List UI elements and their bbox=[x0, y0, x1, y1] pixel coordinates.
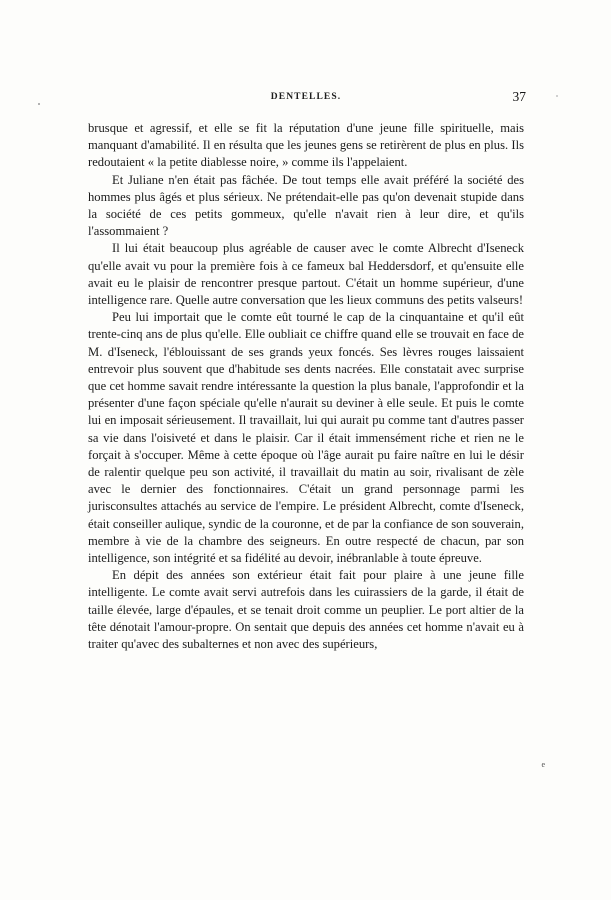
paragraph-4: Peu lui importait que le comte eût tourné le cap de la cinquantaine et qu'il eût trente-cinq ans de plus qu'elle. Elle oubliait ce chiffre quand elle se trouvait en face de M. d'Iseneck, l'éblouissant de ses grands yeux foncés. Ses lèvres rouges laissaient entrevoir plus souvent que d'habitude ses dents nacrées. Elle constatait avec surprise que cet homme savait rendre intéressante la question la plus banale, l'approfondir et la présenter d'une façon spéciale qu'elle n'aurait su deviner à elle seule. Et puis le comte lui en imposait sérieusement. Il travaillait, lui qui aurait pu comme tant d'autres passer sa vie dans l'oisiveté et dans le plaisir. Car il était immensément riche et rien ne le forçait à s'occuper. Même à cette époque où l'âge aurait pu faire naître en lui le désir de ralentir quelque peu son activité, il travaillait du matin au soir, rivalisant de zèle avec le dernier des fonctionnaires. C'était un grand personnage parmi les jurisconsultes attachés au service de l'empire. Le président Albrecht, comte d'Iseneck, était conseiller aulique, syndic de la couronne, et de par la confiance de son souverain, membre à vie de la chambre des seigneurs. En outre respecté de chacun, par son intelligence, son intégrité et sa fidélité au devoir, inébranlable à toute épreuve. bbox=[88, 310, 524, 566]
paragraph-5: En dépit des années son extérieur était fait pour plaire à une jeune fille intelligente. Le comte avait servi autrefois dans les cuirassiers de la garde, il était de taille élevée, large d'épaules, et se tenait droit comme un peuplier. Le port altier de la tête dénotait l'amour-propre. On sentait que depuis des années cet homme n'avait eu à traiter qu'avec des subalternes et non avec des supérieurs, bbox=[88, 568, 524, 652]
margin-mark: e bbox=[541, 760, 545, 769]
paragraph-3: Il lui était beaucoup plus agréable de causer avec le comte Albrecht d'Iseneck qu'elle avait vu pour la première fois à ce fameux bal Heddersdorf, et qu'ensuite elle avait eu le plaisir de rencontrer presque partout. C'était un homme supérieur, d'une intelligence rare. Quelle autre conversation que les lieux communs des petits valseurs! bbox=[88, 241, 524, 308]
paragraph-1: brusque et agressif, et elle se fit la réputation d'une jeune fille spirituelle, mais manquant d'amabilité. Il en résulta que les jeunes gens se retirèrent de plus en plus. Ils redoutaient « la petite diablesse noire, » comme ils l'appelaient. bbox=[88, 121, 524, 170]
paper-speck-left bbox=[38, 103, 40, 105]
paragraph-2: Et Juliane n'en était pas fâchée. De tout temps elle avait préféré la société des hommes plus âgés et plus sérieux. Ne prétendait-elle pas qu'on devenait stupide dans la société de ces petits gommeux, qu'elle n'avait rien à leur dire, et qu'ils l'assommaient ? bbox=[88, 172, 524, 239]
page-header bbox=[88, 89, 526, 108]
paper-speck-right bbox=[556, 95, 558, 97]
running-head: DENTELLES. bbox=[270, 92, 342, 102]
page-number: 37 bbox=[512, 89, 526, 104]
page-text-block bbox=[88, 89, 526, 653]
